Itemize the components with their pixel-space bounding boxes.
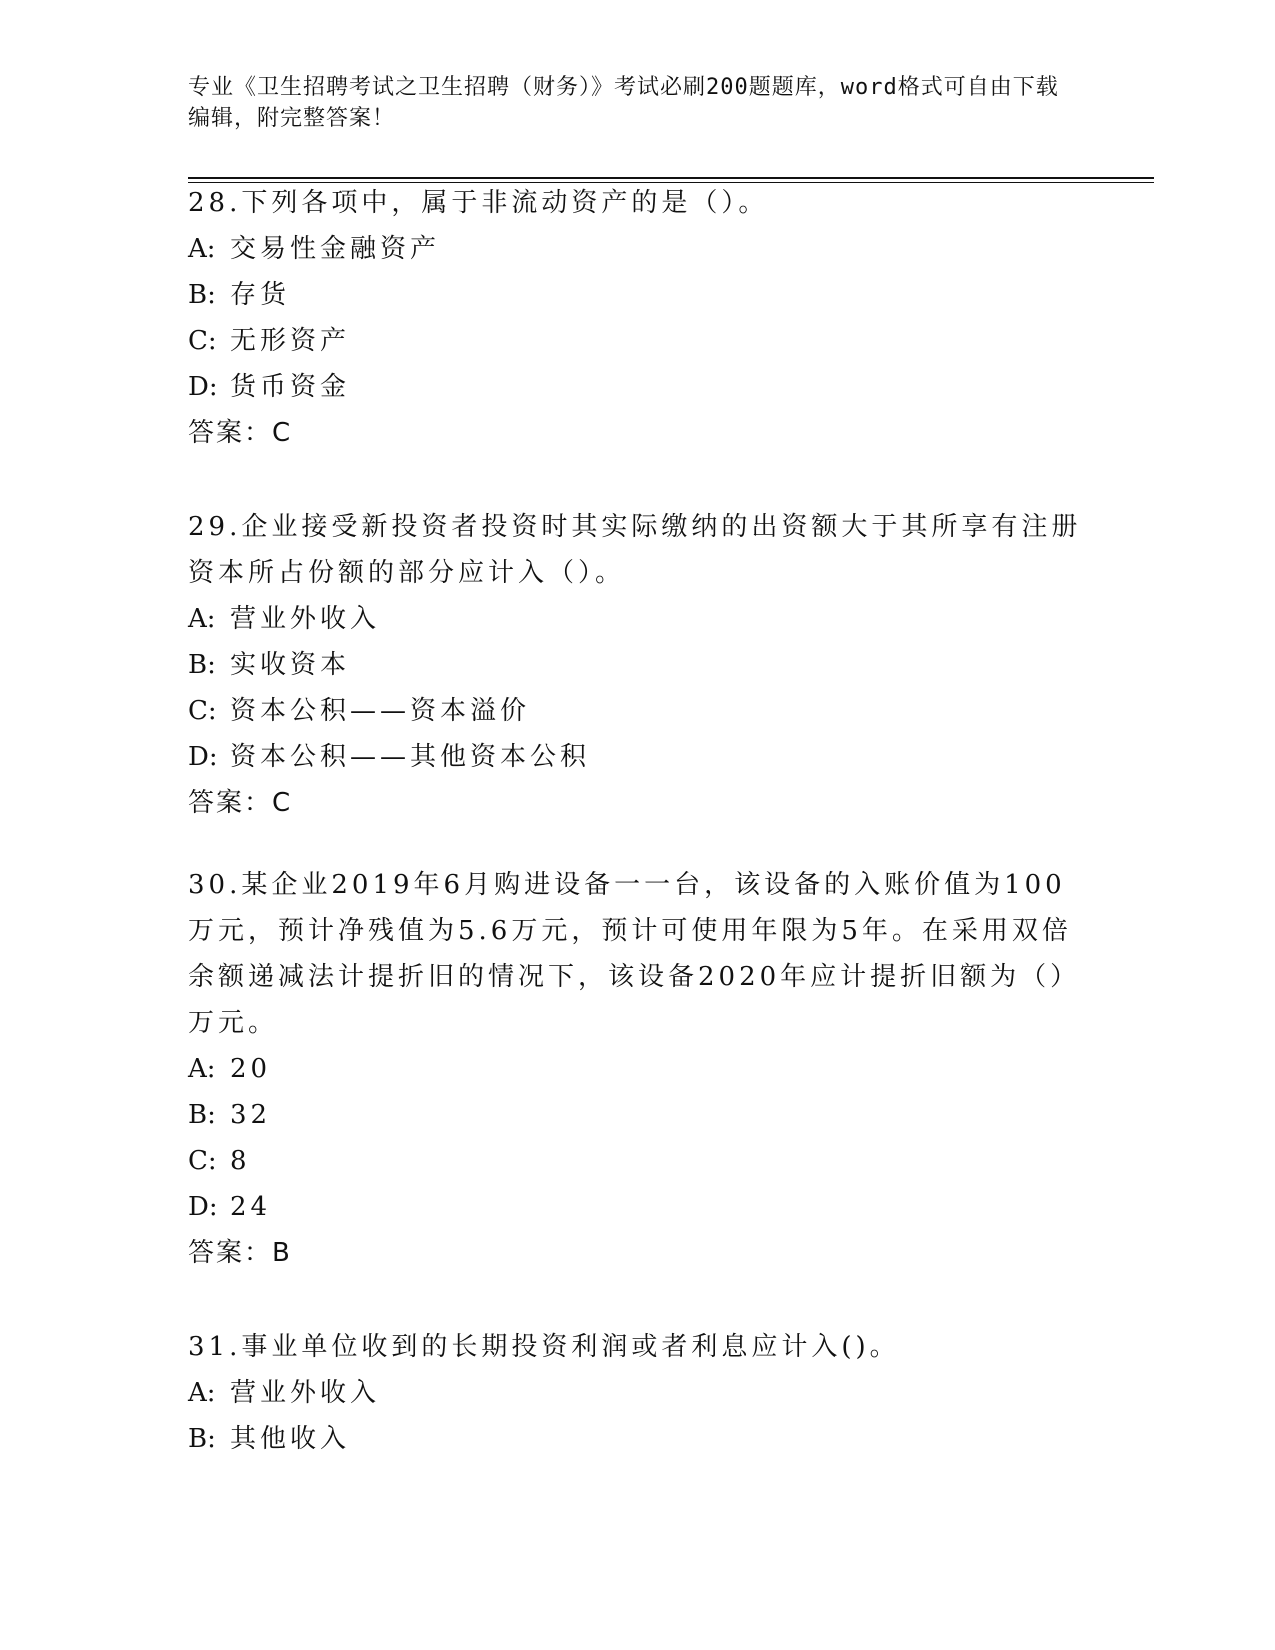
question-31: [188, 1324, 1088, 1462]
option-text: 无形资产: [230, 326, 351, 356]
option-letter: A:: [188, 234, 216, 264]
option-text: 存货: [230, 280, 291, 310]
question-number: 30.: [188, 870, 242, 900]
question-stem: [188, 180, 1088, 226]
option-letter: B:: [188, 650, 216, 680]
question-number: 29.: [188, 512, 242, 542]
option-letter: D:: [188, 372, 218, 402]
answer-line: 答案：B: [188, 1238, 292, 1268]
question-number: 31.: [188, 1332, 242, 1362]
option-text: 32: [230, 1100, 272, 1130]
question-stem: [188, 862, 1088, 1046]
question-28: [188, 180, 1088, 456]
option-letter: A:: [188, 1054, 216, 1084]
answer-line: 答案：C: [188, 418, 293, 448]
option-a: [188, 596, 1088, 642]
option-letter: D:: [188, 742, 218, 772]
option-b: [188, 1416, 1088, 1462]
option-text: 20: [230, 1054, 272, 1084]
option-text: 资本公积——资本溢价: [230, 696, 531, 726]
question-text: 企业接受新投资者投资时其实际缴纳的出资额大于其所享有注册资本所占份额的部分应计入（）。: [188, 512, 1082, 588]
option-c: [188, 688, 1088, 734]
option-text: 资本公积——其他资本公积: [230, 742, 591, 772]
option-a: [188, 1370, 1088, 1416]
option-b: [188, 1092, 1088, 1138]
option-c: [188, 318, 1088, 364]
option-a: [188, 226, 1088, 272]
question-30: [188, 862, 1088, 1276]
option-letter: B:: [188, 1424, 216, 1454]
option-text: 8: [230, 1146, 251, 1176]
option-text: 货币资金: [230, 372, 351, 402]
option-letter: B:: [188, 1100, 216, 1130]
option-text: 营业外收入: [230, 1378, 381, 1408]
option-text: 实收资本: [230, 650, 351, 680]
option-c: [188, 1138, 1088, 1184]
answer-line: 答案：C: [188, 788, 293, 818]
question-text: 某企业2019年6月购进设备一一台，该设备的入账价值为100万元，预计净残值为5.6万元，预计可使用年限为5年。在采用双倍余额递减法计提折旧的情况下，该设备2020年应计提折旧额为（）万元。: [188, 870, 1081, 1038]
option-letter: D:: [188, 1192, 218, 1222]
option-letter: A:: [188, 1378, 216, 1408]
question-stem: [188, 1324, 1088, 1370]
option-letter: B:: [188, 280, 216, 310]
document-header: [188, 72, 1068, 134]
option-d: [188, 364, 1088, 410]
question-text: 下列各项中，属于非流动资产的是（）。: [241, 188, 769, 218]
option-b: [188, 272, 1088, 318]
option-a: [188, 1046, 1088, 1092]
option-letter: C:: [188, 1146, 217, 1176]
option-letter: C:: [188, 696, 217, 726]
option-d: [188, 734, 1088, 780]
option-b: [188, 642, 1088, 688]
option-text: 其他收入: [230, 1424, 351, 1454]
option-text: 营业外收入: [230, 604, 381, 634]
option-letter: A:: [188, 604, 216, 634]
question-29: [188, 504, 1088, 826]
option-letter: C:: [188, 326, 217, 356]
question-text: 事业单位收到的长期投资利润或者利息应计入()。: [241, 1332, 900, 1362]
option-text: 24: [230, 1192, 272, 1222]
option-d: [188, 1184, 1088, 1230]
question-stem: [188, 504, 1088, 596]
question-number: 28.: [188, 188, 242, 218]
header-title: 专业《卫生招聘考试之卫生招聘（财务）》考试必刷200题题库，word格式可自由下载编辑，附完整答案！: [188, 75, 1059, 131]
option-text: 交易性金融资产: [230, 234, 441, 264]
